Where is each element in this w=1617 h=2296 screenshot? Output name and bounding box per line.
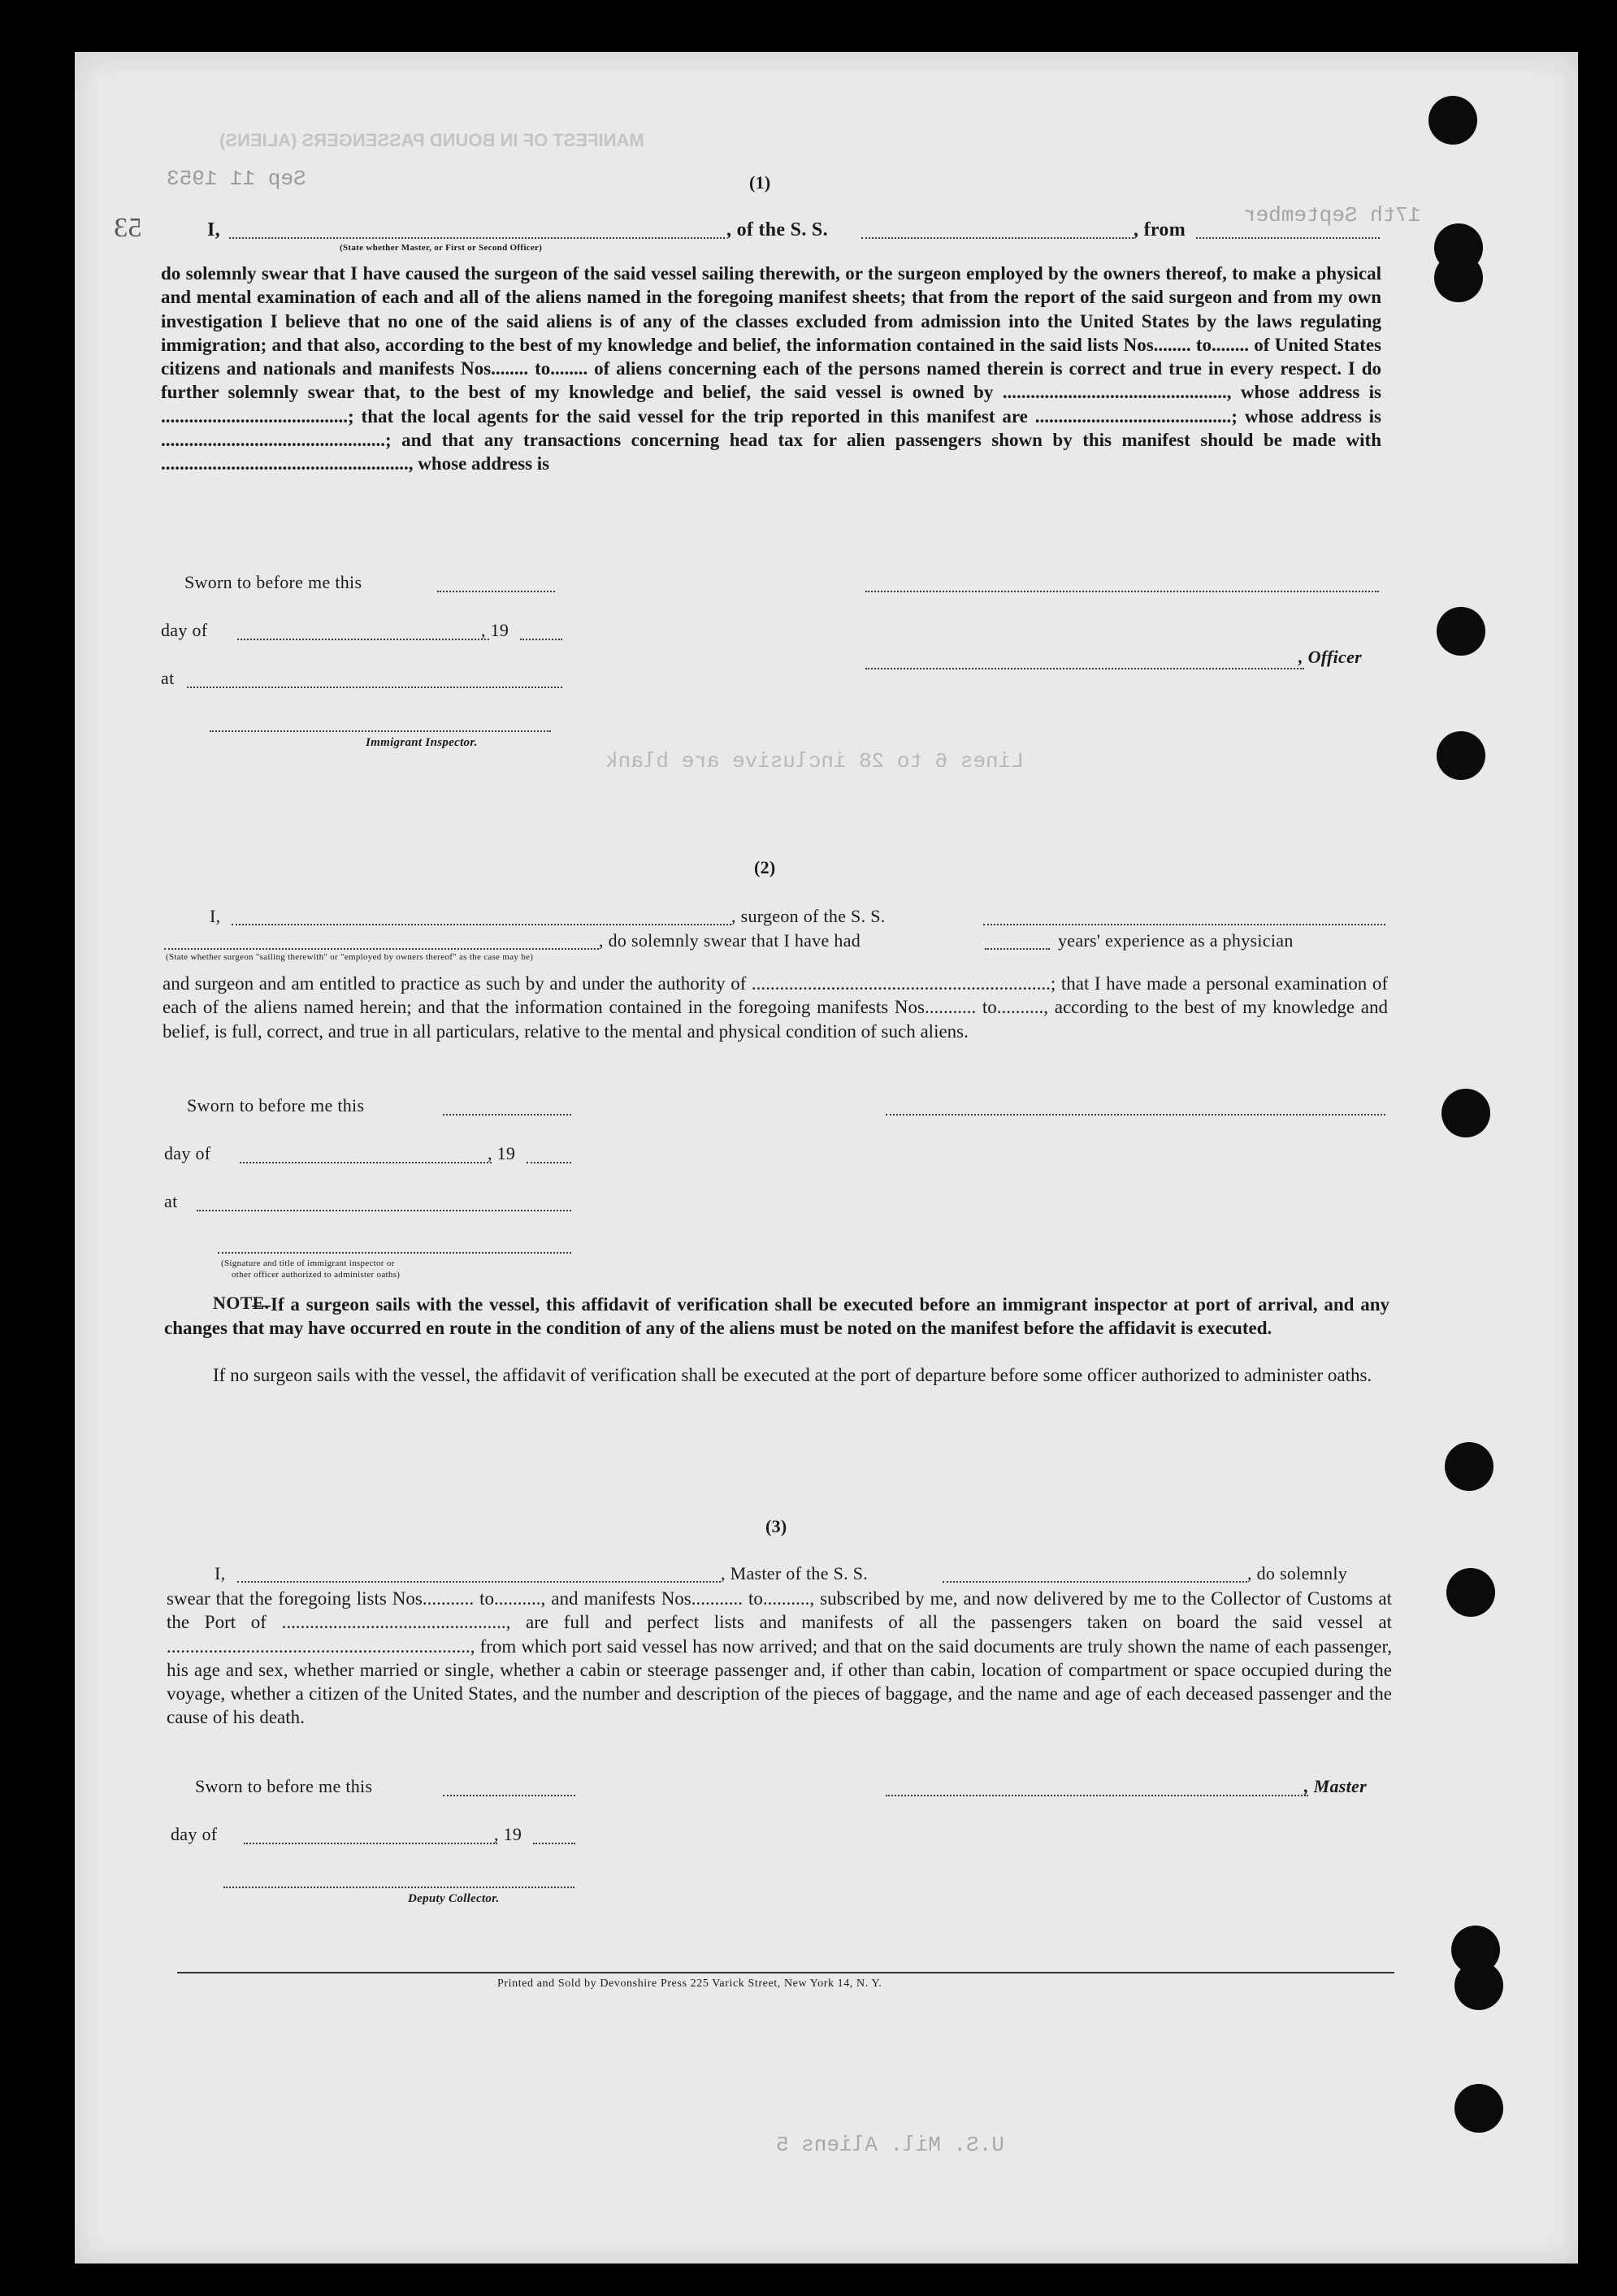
surgeon-of-label: , surgeon of the S. S. — [731, 906, 886, 926]
section-number: (2) — [754, 857, 776, 877]
binder-hole — [1437, 731, 1485, 780]
binder-hole — [1445, 1442, 1493, 1491]
signature-line-1[interactable] — [210, 730, 551, 732]
sworn-date-field-1[interactable] — [437, 591, 555, 592]
surgeon-signature-line[interactable] — [886, 1114, 1385, 1116]
year-field-2[interactable] — [527, 1162, 571, 1163]
signature-note-2: other officer authorized to administer oaths) — [232, 1270, 401, 1280]
years-experience-label: years' experience as a physician — [1058, 930, 1294, 951]
place-field-2[interactable] — [197, 1210, 571, 1211]
section-number: (1) — [749, 172, 771, 193]
year-label-3: , 19 — [494, 1824, 522, 1844]
years-experience-field[interactable] — [985, 948, 1050, 950]
officer-signature-line[interactable] — [865, 591, 1379, 592]
master-of-label: , Master of the S. S. — [721, 1563, 869, 1583]
sworn-date-field-3[interactable] — [443, 1795, 575, 1796]
master-title: , Master — [1304, 1776, 1367, 1796]
surgeon-paragraph: and surgeon and am entitled to practice as such by and under the authority of ................................................................; that I have made a personal examination of each of the aliens named herein; and that the information contained in the foregoing manifests Nos........... to.........., according to the best of my knowledge and belief, is full, correct, and true in all particulars, relative to the mental and physical condition of such aliens. — [163, 973, 1388, 1042]
oath-i-label: I, — [207, 219, 220, 240]
master-paragraph: swear that the foregoing lists Nos........... to.........., and manifests Nos........... to.........., subscribed by me, and now delivered by me to the Collector of Customs at the Port of ................................................, are full and perfect lists and manifests of all the passengers taken on board the said vessel at ................................................................., from which port said vessel has now arrived; and that on the said documents are truly shown the name of each passenger, his age and sex, whether married or single, whether a cabin or steerage passenger and, if other than cabin, location of compartment or space occupied during the voyage, whether a citizen of the United States, and the number and description of the pieces of baggage, and the name and age of each deceased passenger and the cause of his death. — [167, 1588, 1392, 1728]
bleed-left-number: 53 — [114, 213, 142, 243]
bleed-manifest-title: MANIFEST OF IN BOUND PASSENGERS (ALIENS) — [219, 130, 644, 150]
sworn-label-3: Sworn to before me this — [195, 1776, 373, 1796]
binder-hole — [1454, 2084, 1503, 2133]
binder-hole — [1446, 1568, 1495, 1617]
do-solemnly-label: , do solemnly — [1247, 1563, 1348, 1583]
binder-hole — [1428, 96, 1477, 145]
year-field-3[interactable] — [533, 1843, 575, 1844]
officer-rank-note: (State whether Master, or First or Second Officer) — [340, 243, 543, 253]
binder-hole — [1454, 1961, 1503, 2010]
printer-credit: Printed and Sold by Devonshire Press 225 Varick Street, New York 14, N. Y. — [497, 1978, 882, 1990]
month-field-2[interactable] — [240, 1162, 492, 1163]
footer-rule — [177, 1972, 1394, 1973]
master-vessel-field[interactable] — [943, 1581, 1247, 1583]
surgeon-type-note: (State whether surgeon "sailing therewith" or "employed by owners thereof" as the case may be) — [166, 952, 534, 962]
sworn-label-2: Sworn to before me this — [187, 1095, 365, 1116]
deputy-title: Deputy Collector. — [408, 1892, 500, 1905]
binder-hole — [1441, 1089, 1490, 1137]
note-text: —If a surgeon sails with the vessel, this affidavit of verification shall be executed before an immigrant inspector at port of arrival, and any changes that may have occurred en route in the condition of any of the aliens must be noted on the manifest before the affidavit is executed. — [164, 1294, 1389, 1339]
bleed-date-stamp: 17th September — [1243, 203, 1421, 227]
sworn-label-1: Sworn to before me this — [184, 572, 362, 592]
note-text-2: If no surgeon sails with the vessel, the affidavit of verification shall be executed at the port of departure before some officer authorized to administer oaths. — [213, 1365, 1372, 1385]
inspector-title: Immigrant Inspector. — [366, 736, 478, 749]
binder-hole — [1437, 607, 1485, 656]
signature-line-2[interactable] — [218, 1252, 571, 1254]
surgeon-i-label: I, — [210, 906, 221, 926]
month-field-1[interactable] — [237, 639, 489, 640]
do-swear-label: , do solemnly swear that I have had — [599, 930, 861, 951]
sworn-date-field-2[interactable] — [443, 1114, 571, 1116]
master-signature-line[interactable] — [886, 1795, 1308, 1796]
vessel-name-field[interactable] — [861, 237, 1134, 239]
month-field-3[interactable] — [244, 1843, 497, 1844]
officer-title-line[interactable] — [865, 668, 1304, 669]
master-name-field[interactable] — [237, 1581, 721, 1583]
oath-paragraph-1: do solemnly swear that I have caused the surgeon of the said vessel sailing therewith, or the surgeon employed by the owners thereof, to make a physical and mental examination of each and all of the aliens named in the foregoing manifest sheets; that from the report of the said surgeon and from my own investigation I believe that no one of the said aliens is of any of the classes excluded from admission into the United States by the laws regulating immigration; and that also, according to the best of my knowledge and belief, the information contained in the said lists Nos........ to........ of United States citizens and nationals and manifests Nos........ to........ of aliens concerning each of the persons named therein is correct and true in every respect. I do further solemnly swear that, to the best of my knowledge and belief, the said vessel is owned by ................................................, whose address is ........................................; that the local agents for the said vessel for the trip reported in this manifest are ..........................................; whose address is ................................................; and that any transactions concerning head tax for alien passengers shown by this manifest should be made with ....................................................., whose address is — [161, 263, 1381, 474]
surgeon-type-field[interactable] — [164, 948, 599, 950]
deputy-signature-line[interactable] — [223, 1887, 574, 1888]
year-label-1: , 19 — [481, 620, 509, 640]
surgeon-vessel-field[interactable] — [983, 924, 1385, 925]
bleed-lines-note: Lines 6 to 28 inclusive are blank — [605, 749, 1024, 773]
year-field-1[interactable] — [520, 639, 562, 640]
note-label: NOTE. — [213, 1293, 270, 1313]
at-label-1: at — [161, 668, 175, 688]
bleed-bottom-stamp: U.S. Mil. Aliens 5 — [776, 2133, 1004, 2157]
bleed-sep-mark: Sep 11 1953 — [167, 167, 306, 191]
place-field-1[interactable] — [187, 687, 562, 688]
officer-name-field[interactable] — [229, 237, 725, 239]
at-label-2: at — [164, 1191, 178, 1211]
departure-port-field[interactable] — [1196, 237, 1380, 239]
day-of-label-1: day of — [161, 620, 208, 640]
binder-hole — [1434, 253, 1483, 302]
year-label-2: , 19 — [488, 1143, 516, 1163]
surgeon-name-field[interactable] — [232, 924, 731, 925]
signature-note-1: (Signature and title of immigrant inspector or — [221, 1258, 395, 1268]
day-of-label-2: day of — [164, 1143, 211, 1163]
of-ss-label: , of the S. S. — [726, 219, 828, 240]
master-i-label: I, — [215, 1563, 226, 1583]
from-label: , from — [1134, 219, 1186, 240]
officer-title: , Officer — [1298, 647, 1363, 667]
section-number: (3) — [765, 1516, 787, 1536]
day-of-label-3: day of — [171, 1824, 218, 1844]
